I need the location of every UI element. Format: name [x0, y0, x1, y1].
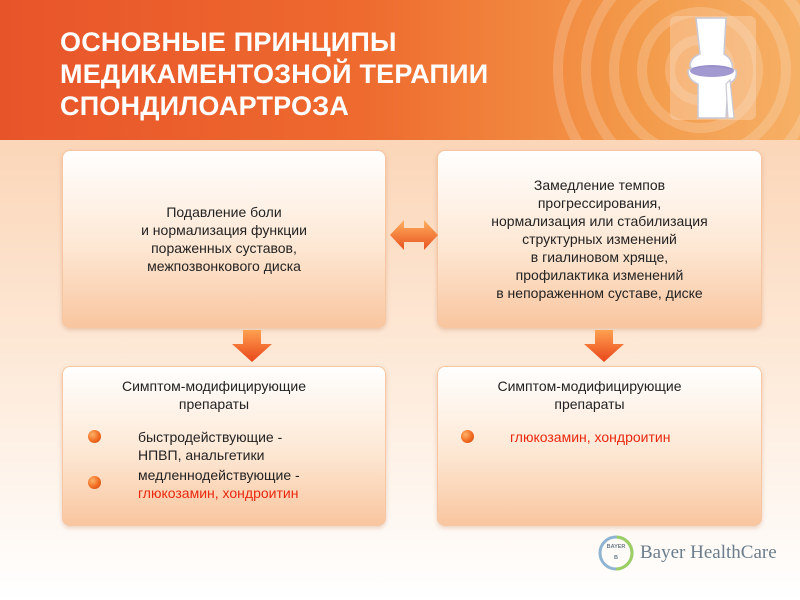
heading-line: Симптом-модифицирующие [122, 378, 306, 394]
bullet-text-highlight: глюкозамин, хондроитин [510, 429, 671, 445]
text-line: структурных изменений [522, 231, 677, 247]
right-heading [418, 377, 761, 413]
arrow-down-icon [232, 330, 272, 362]
text-line: НПВП, анальгетики [138, 447, 265, 463]
text-line: нормализация или стабилизация [491, 213, 708, 229]
knee-joint-icon [668, 14, 758, 122]
text-line: профилактика изменений [515, 267, 684, 283]
text-line: Подавление боли [166, 204, 282, 220]
logo-mark-text: BAYER [606, 544, 626, 550]
progression-text [491, 176, 707, 302]
text-line: в гиалиновом хряще, [530, 249, 669, 265]
text-line: и нормализация функции [141, 222, 307, 238]
left-heading [43, 377, 385, 413]
list-item [88, 428, 282, 464]
double-arrow-icon [390, 218, 438, 252]
title-line-2: МЕДИКАМЕНТОЗНОЙ ТЕРАПИИ [60, 59, 489, 89]
text-line: пораженных суставов, [151, 240, 297, 256]
bullet-dot-icon [88, 430, 101, 443]
text-line: прогрессирования, [537, 195, 662, 211]
text-line: Замедление темпов [533, 177, 666, 193]
heading-line: Симптом-модифицирующие [497, 378, 682, 394]
text-line: медленнодействующие - [138, 467, 300, 483]
header-banner [0, 0, 800, 140]
svg-text:B: B [614, 555, 618, 561]
text-line: в непораженном суставе, диске [496, 285, 703, 301]
text-line: быстродействующие - [138, 429, 283, 445]
bullet-dot-icon [461, 430, 474, 443]
heading-line: препараты [178, 396, 250, 412]
text-line-highlight: глюкозамин, хондроитин [138, 485, 299, 501]
text-line: межпозвонкового диска [147, 258, 301, 274]
bullet-text [138, 428, 282, 464]
list-item [461, 428, 670, 446]
page-title [60, 26, 620, 122]
bullet-text [138, 466, 300, 502]
arrow-down-icon [584, 330, 624, 362]
bayer-cross-icon [598, 535, 634, 571]
logo-healthcare: HealthCare [690, 542, 777, 563]
bullet-dot-icon [88, 476, 101, 489]
heading-line: препараты [554, 396, 625, 412]
pain-relief-text [141, 203, 307, 275]
list-item [88, 466, 300, 502]
title-line-1: ОСНОВНЫЕ ПРИНЦИПЫ [60, 27, 397, 57]
box-pain-relief [62, 150, 386, 328]
box-progression-slowdown [437, 150, 762, 328]
bayer-healthcare-logo [598, 533, 788, 573]
box-right-drugs [437, 366, 762, 526]
logo-bayer: Bayer [640, 542, 686, 563]
title-line-3: СПОНДИЛОАРТРОЗА [60, 91, 350, 121]
logo-text [640, 542, 777, 564]
